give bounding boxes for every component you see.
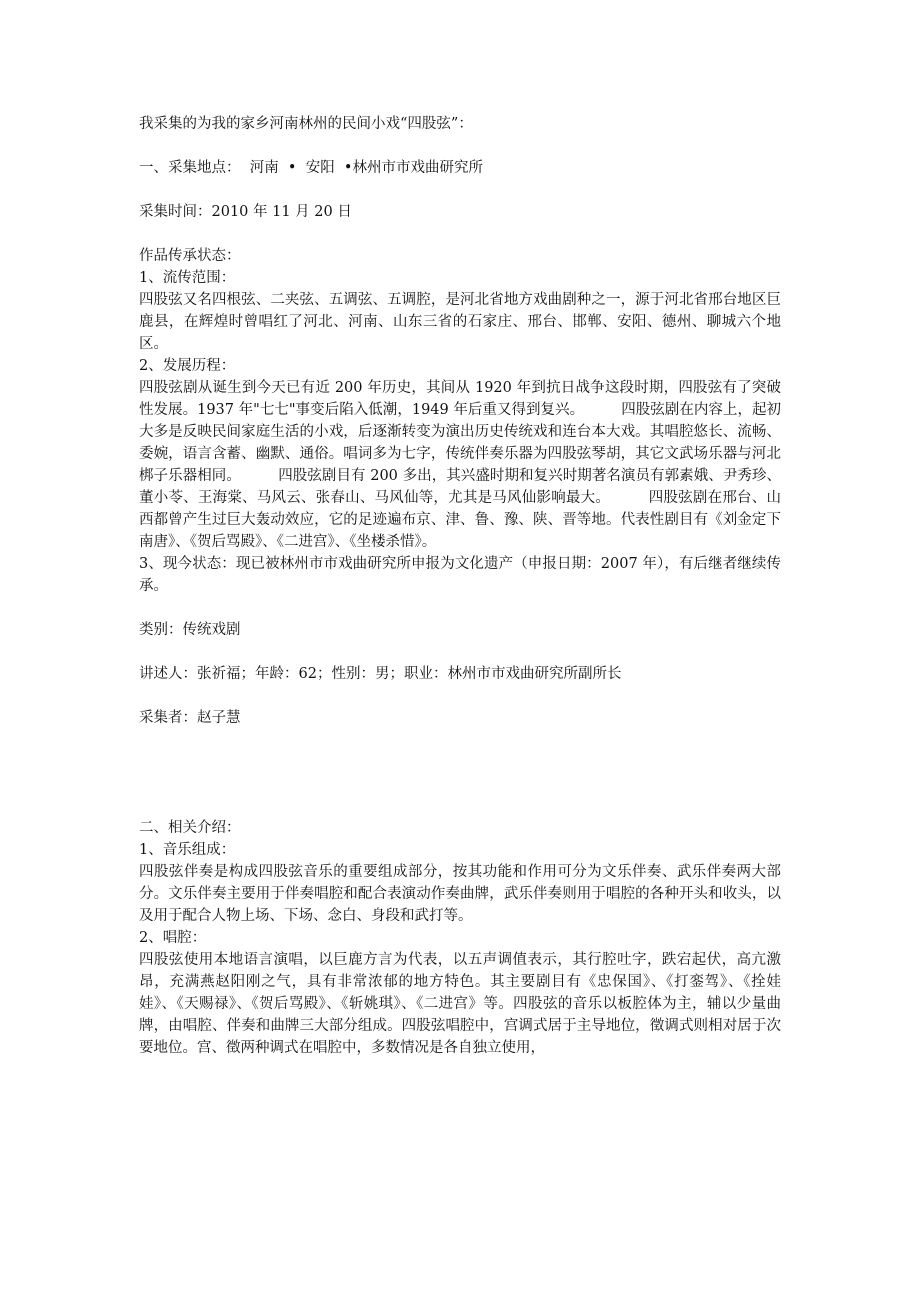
collection-location: 一、采集地点： 河南 • 安阳 •林州市市戏曲研究所 (139, 160, 483, 176)
related-intro-heading: 二、相关介绍： (139, 820, 241, 836)
history-heading: 2、发展历程： (139, 358, 236, 374)
intro-line: 我采集的为我的家乡河南林州的民间小戏“四股弦”： (139, 116, 473, 132)
spread-range-heading: 1、流传范围： (139, 270, 236, 286)
collector-line: 采集者：赵子慧 (139, 710, 241, 726)
singing-heading: 2、唱腔： (139, 930, 207, 946)
category-line: 类别：传统戏剧 (139, 622, 241, 638)
document-body (139, 113, 781, 1059)
music-heading: 1、音乐组成： (139, 842, 236, 858)
music-text: 四股弦伴奏是构成四股弦音乐的重要组成部分，按其功能和作用可分为文乐伴奏、武乐伴奏两大部分。文乐伴奏主要用于伴奏唱腔和配合表演动作奏曲牌，武乐伴奏则用于唱腔的各种开头和收头，以及用于配合人物上场、下场、念白、身段和武打等。 (139, 864, 781, 924)
singing-text: 四股弦使用本地语言演唱，以巨鹿方言为代表，以五声调值表示，其行腔吐字，跌宕起伏，高亢激昂，充满燕赵阳刚之气，具有非常浓郁的地方特色。其主要剧目有《忠保国》、《打銮驾》、《拴娃娃》、《天赐禄》、《贺后骂殿》、《斩姚琪》、《二进宫》等。四股弦的音乐以板腔体为主，辅以少量曲牌，由唱腔、伴奏和曲牌三大部分组成。四股弦唱腔中，宫调式居于主导地位，徵调式则相对居于次要地位。宫、徵两种调式在唱腔中，多数情况是各自独立使用， (139, 952, 781, 1056)
history-text: 四股弦剧从诞生到今天已有近 200 年历史，其间从 1920 年到抗日战争这段时期，四股弦有了突破性发展。1937 年"七七"事变后陷入低潮，1949 年后重又得到复兴。 四股弦剧在内容上，起初大多是反映民间家庭生活的小戏，后逐渐转变为演出历史传统戏和连台本大戏。其唱腔悠长、流畅、委婉，语言含蓄、幽默、通俗。唱词多为七字，传统伴奏乐器为四股弦琴胡，其它文武场乐器与河北梆子乐器相同。 四股弦剧目有 200 多出，其兴盛时期和复兴时期著名演员有郭素娥、尹秀珍、董小苓、王海棠、马风云、张春山、马风仙等，尤其是马风仙影响最大。 四股弦剧在邢台、山西都曾产生过巨大轰动效应，它的足迹遍布京、津、鲁、豫、陕、晋等地。代表性剧目有《刘金定下南唐》、《贺后骂殿》、《二进宫》、《坐楼杀惜》。 (139, 380, 781, 550)
collection-time: 采集时间：2010 年 11 月 20 日 (139, 204, 352, 220)
inheritance-status-heading: 作品传承状态： (139, 248, 241, 264)
current-status-text: 3、现今状态：现已被林州市市戏曲研究所申报为文化遗产（申报日期：2007 年），有后继者继续传承。 (139, 556, 781, 594)
spread-range-text: 四股弦又名四根弦、二夹弦、五调弦、五调腔，是河北省地方戏曲剧种之一，源于河北省邢台地区巨鹿县，在辉煌时曾唱红了河北、河南、山东三省的石家庄、邢台、邯郸、安阳、德州、聊城六个地区。 (139, 292, 781, 352)
narrator-line: 讲述人：张祈福；年龄：62；性别：男；职业：林州市市戏曲研究所副所长 (139, 666, 622, 682)
